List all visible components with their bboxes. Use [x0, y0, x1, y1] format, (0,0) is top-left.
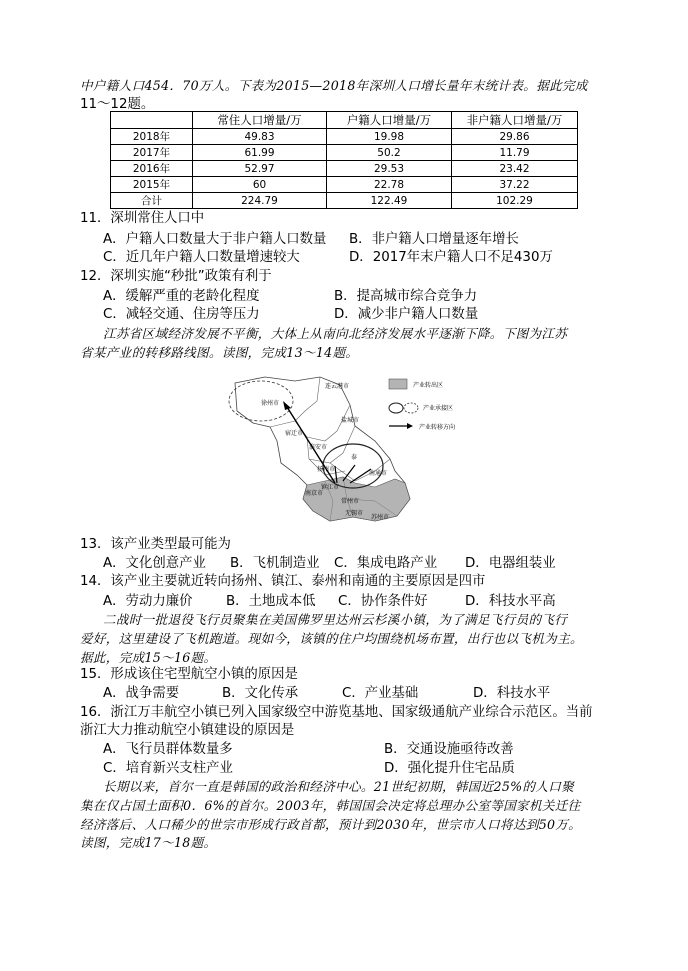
q13-stem: 13．该产业类型最可能为	[80, 537, 231, 552]
table-header-cell: 非户籍人口增量/万	[452, 112, 578, 129]
q12-option-c: C．减轻交通、住房等压力	[103, 307, 260, 322]
table-cell: 37.22	[452, 177, 578, 193]
q13-option-a: A．文化创意产业	[103, 556, 206, 571]
q15-stem: 15．形成该住宅型航空小镇的原因是	[80, 667, 298, 682]
q15-option-c: C．产业基础	[342, 686, 419, 701]
q16-option-d: D．强化提升住宅品质	[384, 761, 515, 776]
table-cell: 102.29	[452, 193, 578, 209]
passage4-line-4: 读图，完成17～18题。	[80, 835, 217, 850]
city-label: 常州市	[341, 498, 360, 505]
population-table	[110, 111, 578, 209]
q11-stem: 11．深圳常住人口中	[80, 211, 205, 226]
table-cell: 2016年	[111, 161, 193, 177]
table-cell: 224.79	[193, 193, 327, 209]
city-label: 扬州市	[317, 466, 336, 473]
q13-option-d: D．电器组装业	[465, 556, 556, 571]
passage3-line-2: 爱好，这里建设了飞机跑道。现如今，该镇的住户均围绕机场布置，出行也以飞机为主。	[80, 631, 583, 646]
table-row	[111, 161, 578, 177]
table-row	[111, 177, 578, 193]
q11-option-b: B．非户籍人口增量逐年增长	[349, 232, 519, 247]
table-cell: 合计	[111, 193, 193, 209]
q16-stem-line-1: 16．浙江万丰航空小镇已列入国家级空中游览基地、国家级通航产业综合示范区。当前	[80, 705, 593, 720]
q15-option-d: D．科技水平	[473, 686, 551, 701]
table-cell: 61.99	[193, 145, 327, 161]
q11-option-a: A．户籍人口数量大于非户籍人口数量	[103, 232, 327, 247]
city-label: 连云港市	[325, 383, 350, 390]
q14-option-a: A．劳动力廉价	[103, 594, 193, 609]
table-cell: 52.97	[193, 161, 327, 177]
table-cell: 11.79	[452, 145, 578, 161]
table-row	[111, 193, 578, 209]
table-cell: 29.53	[327, 161, 452, 177]
table-cell: 50.2	[327, 145, 452, 161]
city-label: 宿迁市	[285, 430, 304, 437]
jiangsu-industry-transfer-map	[225, 371, 485, 531]
q11-option-c: C．近几年户籍人口数量增速较大	[103, 250, 300, 265]
city-label: 南京市	[305, 490, 324, 497]
legend-label: 产业转移方向	[419, 424, 456, 431]
q12-option-b: B．提高城市综合竞争力	[334, 289, 478, 304]
table-header-cell: 常住人口增量/万	[193, 112, 327, 129]
q14-option-d: D．科技水平高	[465, 594, 556, 609]
legend-solid-ellipse	[389, 403, 403, 413]
q16-option-a: A．飞行员群体数量多	[103, 742, 233, 757]
city-label: 镇江市	[321, 484, 340, 491]
q12-option-d: D．减少非户籍人口数量	[334, 307, 479, 322]
table-cell: 49.83	[193, 129, 327, 145]
passage3-line-3: 据此，完成15～16题。	[80, 650, 217, 665]
table-cell: 122.49	[327, 193, 452, 209]
passage3-line-1: 二战时一批退役飞行员聚集在美国佛罗里达州云杉溪小镇，为了满足飞行员的飞行	[103, 612, 568, 627]
intro-line-1: 中户籍人口454．70万人。下表为2015—2018年深圳人口增长量年末统计表。据此完成	[80, 78, 588, 93]
table-cell: 2015年	[111, 177, 193, 193]
table-cell: 23.42	[452, 161, 578, 177]
table-cell: 29.86	[452, 129, 578, 145]
q12-option-a: A．缓解严重的老龄化程度	[103, 289, 260, 304]
passage2-line-1: 江苏省区域经济发展不平衡，大体上从南向北经济发展水平逐渐下降。下图为江苏	[103, 326, 568, 341]
table-header-cell	[111, 112, 193, 129]
table-row	[111, 129, 578, 145]
q15-option-a: A．战争需要	[103, 686, 180, 701]
city-label: 泰	[351, 454, 358, 461]
q14-stem: 14．该产业主要就近转向扬州、镇江、泰州和南通的主要原因是四市	[80, 574, 486, 589]
q11-option-d: D．2017年末户籍人口不足430万	[349, 250, 553, 265]
city-label: 苏州市	[371, 514, 390, 521]
legend-label: 产业承接区	[423, 405, 454, 412]
city-label: 徐州市	[261, 400, 280, 407]
q15-option-b: B．文化传承	[222, 686, 299, 701]
q13-option-c: C．集成电路产业	[334, 556, 438, 571]
q14-option-c: C．协作条件好	[338, 594, 428, 609]
q16-option-b: B．交通设施亟待改善	[384, 742, 514, 757]
table-cell: 2017年	[111, 145, 193, 161]
intro-line-2: 11～12题。	[80, 97, 155, 112]
q12-stem: 12．深圳实施“秒批”政策有利于	[80, 269, 272, 284]
table-cell: 60	[193, 177, 327, 193]
city-label: 淮安市	[309, 444, 328, 451]
table-cell: 19.98	[327, 129, 452, 145]
q13-option-b: B．飞机制造业	[230, 556, 320, 571]
passage4-line-3: 经济落后、人口稀少的世宗市形成行政首都，预计到2030年，世宗市人口将达到50万。	[80, 817, 582, 832]
legend-dashed-ellipse	[404, 403, 418, 413]
q16-stem-line-2: 浙江大力推动航空小镇建设的原因是	[80, 723, 295, 738]
legend-out-swatch	[389, 379, 407, 389]
city-label: 南通市	[369, 470, 388, 477]
table-cell: 2018年	[111, 129, 193, 145]
table-header-row	[111, 112, 578, 129]
passage2-line-2: 省某产业的转移路线图。读图，完成13～14题。	[80, 345, 359, 360]
table-cell: 22.78	[327, 177, 452, 193]
city-label: 无锡市	[345, 510, 364, 517]
passage4-line-2: 集在仅占国土面积0．6%的首尔。2003年，韩国国会决定将总理办公室等国家机关迁往	[80, 798, 581, 813]
legend-label: 产业转出区	[413, 382, 444, 389]
q16-option-c: C．培育新兴支柱产业	[103, 761, 233, 776]
q14-option-b: B．土地成本低	[226, 594, 316, 609]
arrow-head-icon	[407, 423, 413, 429]
passage4-line-1: 长期以来，首尔一直是韩国的政治和经济中心。21世纪初期，韩国近25%的人口聚	[103, 779, 575, 794]
table-row	[111, 145, 578, 161]
table-header-cell: 户籍人口增量/万	[327, 112, 452, 129]
city-label: 盐城市	[341, 417, 360, 424]
